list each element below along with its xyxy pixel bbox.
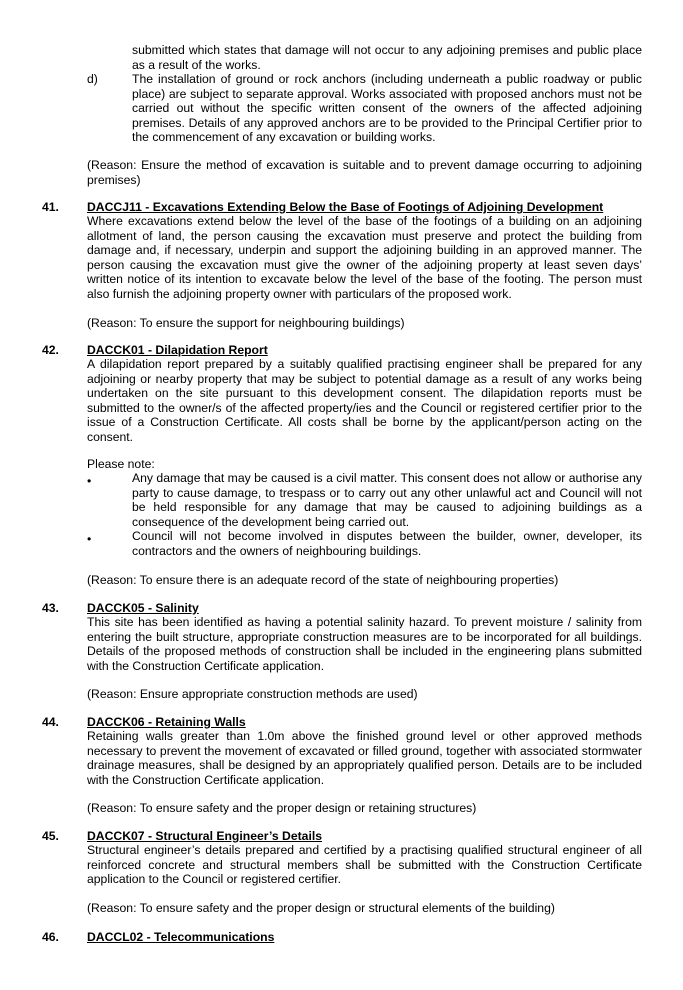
item-c-continuation: submitted which states that damage will not occur to any adjoining premises and public place as a result of the works.: [132, 43, 642, 72]
condition-body: This site has been identified as having a potential salinity hazard. To prevent moisture / salinity from entering the built structure, appropriate construction measures are to be incorporated for all buildings. Details of the proposed methods of construction shall be included in the engineering plans submitted with the Construction Certificate application.: [87, 615, 642, 673]
condition-reason: (Reason: To ensure safety and the proper design or structural elements of the building): [87, 901, 555, 915]
condition-body: Structural engineer’s details prepared and certified by a practising qualified structural engineer of all reinforced concrete and structural members shall be submitted with the Construction Certificate application to the Council or registered certifier.: [87, 843, 642, 887]
condition-heading: DACCK05 - Salinity: [87, 601, 199, 615]
condition-heading: DACCL02 - Telecommunications: [87, 930, 275, 944]
note-label: Please note:: [87, 457, 155, 471]
condition-number: 45.: [42, 829, 59, 843]
condition-reason: (Reason: To ensure safety and the proper design or retaining structures): [87, 801, 477, 815]
item-d-marker: d): [87, 72, 98, 86]
condition-number: 43.: [42, 601, 59, 615]
condition-number: 44.: [42, 715, 59, 729]
condition-body: Where excavations extend below the level of the base of the footings of a building on an adjoining allotment of land, the person causing the excavation must preserve and protect the building from damage and, if necessary, underpin and support the adjoining building in an approved manner. The person causing the excavation must give the owner of the adjoining property at least seven days’ written notice of its intention to excavate below the level of the base of the footing. The person must also furnish the adjoining property owner with particulars of the proposed work.: [87, 214, 642, 301]
condition-heading: DACCK01 - Dilapidation Report: [87, 343, 268, 357]
bullet-text: Any damage that may be caused is a civil matter. This consent does not allow or authorise any party to cause damage, to trespass or to carry out any other unlawful act and Council will not be held responsible for any damage that may be caused to adjoining buildings as a consequence of the development being carried out.: [132, 471, 642, 529]
condition-body: A dilapidation report prepared by a suitably qualified practising engineer shall be prepared for any adjoining or nearby property that may be subject to potential damage as a result of any works being undertaken on the site pursuant to this development consent. The dilapidation reports must be submitted to the owner/s of the affected property/ies and the Council or registered certifier prior to the issue of a Construction Certificate. All costs shall be borne by the applicant/person acting on the consent.: [87, 357, 642, 444]
bullet-marker: •: [87, 532, 92, 546]
condition-number: 46.: [42, 930, 59, 944]
condition-heading: DACCJ11 - Excavations Extending Below the Base of Footings of Adjoining Development: [87, 200, 604, 214]
condition-reason: (Reason: To ensure there is an adequate record of the state of neighbouring properties): [87, 573, 559, 587]
bullet-text: Council will not become involved in disputes between the builder, owner, developer, its contractors and the owners of neighbouring buildings.: [132, 529, 642, 558]
condition-reason: (Reason: To ensure the support for neighbouring buildings): [87, 316, 405, 330]
item-d-text: The installation of ground or rock anchors (including underneath a public roadway or public place) are subject to separate approval. Works associated with proposed anchors must not be carried out without the specific written consent of the owners of the affected adjoining premises. Details of any approved anchors are to be provided to the Principal Certifier prior to the commencement of any excavation or building works.: [132, 72, 642, 145]
condition-number: 41.: [42, 200, 59, 214]
condition-heading: DACCK06 - Retaining Walls: [87, 715, 246, 729]
condition-heading: DACCK07 - Structural Engineer’s Details: [87, 829, 323, 843]
bullet-marker: •: [87, 474, 92, 488]
condition-reason: (Reason: Ensure appropriate construction methods are used): [87, 687, 418, 701]
condition-number: 42.: [42, 343, 59, 357]
intro-reason: (Reason: Ensure the method of excavation is suitable and to prevent damage occurring to adjoining premises): [87, 158, 642, 187]
condition-body: Retaining walls greater than 1.0m above the finished ground level or other approved methods necessary to prevent the movement of excavated or filled ground, together with associated stormwater drainage measures, shall be designed by an appropriately qualified person. Details are to be included with the Construction Certificate application.: [87, 729, 642, 787]
